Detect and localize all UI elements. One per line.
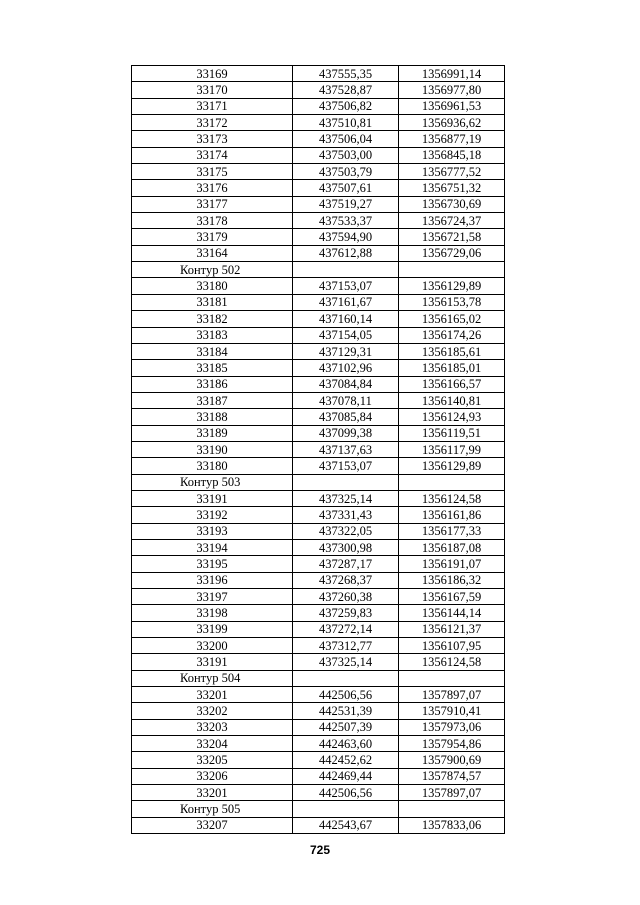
table-row xyxy=(132,768,505,784)
y-coordinate: 1356845,18 xyxy=(399,147,505,163)
x-coordinate: 437137,63 xyxy=(293,441,399,457)
page-number: 725 xyxy=(309,843,331,857)
y-coordinate: 1356174,26 xyxy=(399,327,505,343)
x-coordinate: 437533,37 xyxy=(293,213,399,229)
point-number: 33204 xyxy=(132,736,293,752)
contour-header-row xyxy=(132,262,505,278)
x-coordinate: 442531,39 xyxy=(293,703,399,719)
y-coordinate: 1356165,02 xyxy=(399,311,505,327)
y-coordinate: 1356161,86 xyxy=(399,507,505,523)
table-row xyxy=(132,523,505,539)
y-coordinate: 1356117,99 xyxy=(399,441,505,457)
point-number: 33175 xyxy=(132,164,293,180)
point-number: 33183 xyxy=(132,327,293,343)
point-number: 33203 xyxy=(132,719,293,735)
x-coordinate: 437272,14 xyxy=(293,621,399,637)
x-coordinate: 442506,56 xyxy=(293,687,399,703)
y-coordinate: 1357897,07 xyxy=(399,785,505,801)
table-row xyxy=(132,147,505,163)
contour-header-row xyxy=(132,801,505,817)
x-coordinate: 437153,07 xyxy=(293,458,399,474)
table-row xyxy=(132,572,505,588)
table-row xyxy=(132,376,505,392)
point-number: 33193 xyxy=(132,523,293,539)
x-coordinate: 437161,67 xyxy=(293,294,399,310)
x-coordinate: 437506,82 xyxy=(293,98,399,114)
point-number: 33201 xyxy=(132,687,293,703)
point-number: 33202 xyxy=(132,703,293,719)
empty-cell xyxy=(399,474,505,490)
x-coordinate: 437084,84 xyxy=(293,376,399,392)
y-coordinate: 1356191,07 xyxy=(399,556,505,572)
table-row xyxy=(132,131,505,147)
x-coordinate: 437078,11 xyxy=(293,392,399,408)
point-number: 33195 xyxy=(132,556,293,572)
x-coordinate: 437594,90 xyxy=(293,229,399,245)
y-coordinate: 1356121,37 xyxy=(399,621,505,637)
table-row xyxy=(132,196,505,212)
table-row xyxy=(132,638,505,654)
contour-label: Контур 505 xyxy=(132,801,293,817)
table-row xyxy=(132,343,505,359)
point-number: 33199 xyxy=(132,621,293,637)
point-number: 33190 xyxy=(132,441,293,457)
table-row xyxy=(132,736,505,752)
table-row xyxy=(132,589,505,605)
point-number: 33179 xyxy=(132,229,293,245)
table-row xyxy=(132,180,505,196)
y-coordinate: 1356144,14 xyxy=(399,605,505,621)
table-row xyxy=(132,392,505,408)
point-number: 33170 xyxy=(132,82,293,98)
table-row xyxy=(132,817,505,833)
x-coordinate: 437507,61 xyxy=(293,180,399,196)
y-coordinate: 1357833,06 xyxy=(399,817,505,833)
point-number: 33187 xyxy=(132,392,293,408)
table-row xyxy=(132,294,505,310)
x-coordinate: 437154,05 xyxy=(293,327,399,343)
y-coordinate: 1356107,95 xyxy=(399,638,505,654)
x-coordinate: 437300,98 xyxy=(293,539,399,555)
point-number: 33181 xyxy=(132,294,293,310)
x-coordinate: 437153,07 xyxy=(293,278,399,294)
point-number: 33188 xyxy=(132,409,293,425)
point-number: 33197 xyxy=(132,589,293,605)
empty-cell xyxy=(293,670,399,686)
y-coordinate: 1356777,52 xyxy=(399,164,505,180)
x-coordinate: 437129,31 xyxy=(293,343,399,359)
point-number: 33180 xyxy=(132,278,293,294)
table-row xyxy=(132,687,505,703)
point-number: 33200 xyxy=(132,638,293,654)
y-coordinate: 1356153,78 xyxy=(399,294,505,310)
table-row xyxy=(132,490,505,506)
x-coordinate: 437503,00 xyxy=(293,147,399,163)
contour-header-row xyxy=(132,670,505,686)
table-row xyxy=(132,654,505,670)
empty-cell xyxy=(399,262,505,278)
y-coordinate: 1356724,37 xyxy=(399,213,505,229)
table-row xyxy=(132,507,505,523)
point-number: 33194 xyxy=(132,539,293,555)
table-row xyxy=(132,556,505,572)
table-row xyxy=(132,82,505,98)
y-coordinate: 1356185,61 xyxy=(399,343,505,359)
x-coordinate: 442506,56 xyxy=(293,785,399,801)
x-coordinate: 437259,83 xyxy=(293,605,399,621)
x-coordinate: 437331,43 xyxy=(293,507,399,523)
table-row xyxy=(132,213,505,229)
x-coordinate: 437260,38 xyxy=(293,589,399,605)
x-coordinate: 442543,67 xyxy=(293,817,399,833)
point-number: 33171 xyxy=(132,98,293,114)
y-coordinate: 1356119,51 xyxy=(399,425,505,441)
y-coordinate: 1356977,80 xyxy=(399,82,505,98)
contour-label: Контур 504 xyxy=(132,670,293,686)
y-coordinate: 1357900,69 xyxy=(399,752,505,768)
point-number: 33186 xyxy=(132,376,293,392)
empty-cell xyxy=(399,801,505,817)
table-row xyxy=(132,66,505,82)
point-number: 33178 xyxy=(132,213,293,229)
point-number: 33184 xyxy=(132,343,293,359)
table-row xyxy=(132,752,505,768)
point-number: 33185 xyxy=(132,360,293,376)
y-coordinate: 1356991,14 xyxy=(399,66,505,82)
table-row xyxy=(132,785,505,801)
point-number: 33180 xyxy=(132,458,293,474)
table-row xyxy=(132,441,505,457)
x-coordinate: 437612,88 xyxy=(293,245,399,261)
table-row xyxy=(132,115,505,131)
point-number: 33206 xyxy=(132,768,293,784)
y-coordinate: 1356185,01 xyxy=(399,360,505,376)
y-coordinate: 1357954,86 xyxy=(399,736,505,752)
y-coordinate: 1356124,58 xyxy=(399,654,505,670)
y-coordinate: 1356936,62 xyxy=(399,115,505,131)
x-coordinate: 437085,84 xyxy=(293,409,399,425)
y-coordinate: 1356124,93 xyxy=(399,409,505,425)
y-coordinate: 1356124,58 xyxy=(399,490,505,506)
x-coordinate: 437312,77 xyxy=(293,638,399,654)
y-coordinate: 1356140,81 xyxy=(399,392,505,408)
table-row xyxy=(132,229,505,245)
x-coordinate: 437555,35 xyxy=(293,66,399,82)
y-coordinate: 1356167,59 xyxy=(399,589,505,605)
table-row xyxy=(132,164,505,180)
table-row xyxy=(132,245,505,261)
x-coordinate: 437325,14 xyxy=(293,654,399,670)
point-number: 33189 xyxy=(132,425,293,441)
x-coordinate: 437506,04 xyxy=(293,131,399,147)
table-row xyxy=(132,458,505,474)
table-row xyxy=(132,327,505,343)
x-coordinate: 437287,17 xyxy=(293,556,399,572)
x-coordinate: 437102,96 xyxy=(293,360,399,376)
point-number: 33201 xyxy=(132,785,293,801)
x-coordinate: 437519,27 xyxy=(293,196,399,212)
point-number: 33172 xyxy=(132,115,293,131)
x-coordinate: 437503,79 xyxy=(293,164,399,180)
table-body xyxy=(132,66,505,834)
table-row xyxy=(132,425,505,441)
x-coordinate: 442507,39 xyxy=(293,719,399,735)
point-number: 33164 xyxy=(132,245,293,261)
empty-cell xyxy=(293,262,399,278)
point-number: 33198 xyxy=(132,605,293,621)
x-coordinate: 437528,87 xyxy=(293,82,399,98)
table-row xyxy=(132,409,505,425)
y-coordinate: 1357897,07 xyxy=(399,687,505,703)
x-coordinate: 437510,81 xyxy=(293,115,399,131)
y-coordinate: 1356177,33 xyxy=(399,523,505,539)
x-coordinate: 437322,05 xyxy=(293,523,399,539)
point-number: 33191 xyxy=(132,490,293,506)
y-coordinate: 1356751,32 xyxy=(399,180,505,196)
point-number: 33169 xyxy=(132,66,293,82)
y-coordinate: 1357973,06 xyxy=(399,719,505,735)
x-coordinate: 442452,62 xyxy=(293,752,399,768)
x-coordinate: 442463,60 xyxy=(293,736,399,752)
table-row xyxy=(132,703,505,719)
coordinates-table xyxy=(131,65,505,834)
x-coordinate: 437099,38 xyxy=(293,425,399,441)
point-number: 33182 xyxy=(132,311,293,327)
y-coordinate: 1356961,53 xyxy=(399,98,505,114)
point-number: 33176 xyxy=(132,180,293,196)
y-coordinate: 1356187,08 xyxy=(399,539,505,555)
contour-label: Контур 502 xyxy=(132,262,293,278)
point-number: 33207 xyxy=(132,817,293,833)
y-coordinate: 1357910,41 xyxy=(399,703,505,719)
table-row xyxy=(132,539,505,555)
empty-cell xyxy=(293,801,399,817)
point-number: 33174 xyxy=(132,147,293,163)
y-coordinate: 1356129,89 xyxy=(399,458,505,474)
table-row xyxy=(132,360,505,376)
x-coordinate: 437268,37 xyxy=(293,572,399,588)
table-row xyxy=(132,719,505,735)
empty-cell xyxy=(399,670,505,686)
y-coordinate: 1356730,69 xyxy=(399,196,505,212)
contour-label: Контур 503 xyxy=(132,474,293,490)
empty-cell xyxy=(293,474,399,490)
table-row xyxy=(132,621,505,637)
point-number: 33205 xyxy=(132,752,293,768)
point-number: 33192 xyxy=(132,507,293,523)
y-coordinate: 1356186,32 xyxy=(399,572,505,588)
table-row xyxy=(132,98,505,114)
table-row xyxy=(132,278,505,294)
x-coordinate: 437160,14 xyxy=(293,311,399,327)
y-coordinate: 1356877,19 xyxy=(399,131,505,147)
point-number: 33177 xyxy=(132,196,293,212)
y-coordinate: 1357874,57 xyxy=(399,768,505,784)
y-coordinate: 1356166,57 xyxy=(399,376,505,392)
point-number: 33173 xyxy=(132,131,293,147)
x-coordinate: 437325,14 xyxy=(293,490,399,506)
point-number: 33191 xyxy=(132,654,293,670)
point-number: 33196 xyxy=(132,572,293,588)
y-coordinate: 1356129,89 xyxy=(399,278,505,294)
y-coordinate: 1356729,06 xyxy=(399,245,505,261)
x-coordinate: 442469,44 xyxy=(293,768,399,784)
contour-header-row xyxy=(132,474,505,490)
table-row xyxy=(132,605,505,621)
table-row xyxy=(132,311,505,327)
y-coordinate: 1356721,58 xyxy=(399,229,505,245)
